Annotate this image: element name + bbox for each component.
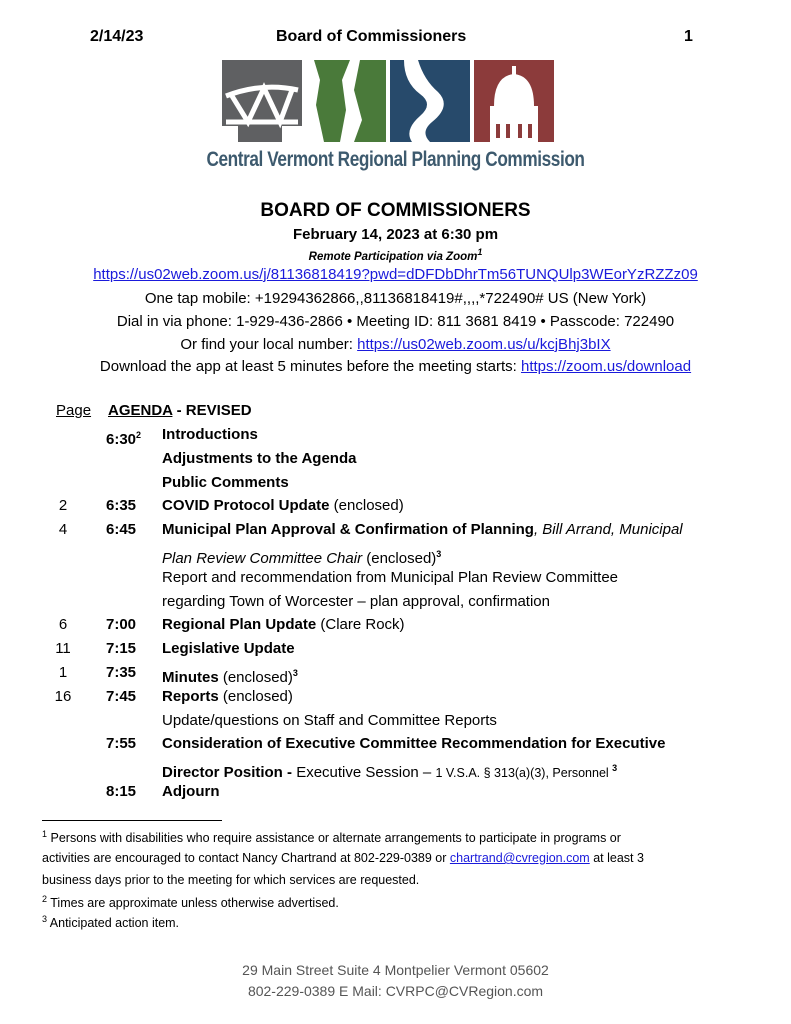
agenda-time — [106, 732, 154, 756]
agenda-item-title: COVID Protocol Update — [162, 497, 330, 515]
download-link[interactable]: https://zoom.us/download — [520, 358, 692, 375]
time-value: 7:35 — [106, 664, 137, 681]
remote-text: Remote Participation via Zoom — [308, 250, 478, 263]
agenda-row — [0, 542, 791, 566]
agenda-item-title: Regional Plan Update — [162, 616, 317, 634]
agenda-page: 2 — [58, 497, 68, 515]
footnote-1-line-1 — [42, 829, 621, 845]
agenda-row — [0, 447, 791, 471]
agenda-row — [0, 709, 791, 733]
agenda-row — [0, 613, 791, 637]
agenda-item-note: (enclosed) — [218, 669, 293, 686]
agenda-item-title: Director Position - — [162, 764, 297, 782]
footnote-ref: 1 — [477, 247, 483, 257]
agenda-row — [0, 590, 791, 614]
time-value: 7:55 — [106, 735, 137, 753]
agenda-header — [0, 399, 791, 423]
agenda-title: AGENDA — [108, 402, 173, 419]
email-link[interactable]: chartrand@cvregion.com — [449, 851, 590, 865]
agenda-row — [0, 423, 791, 447]
agenda-item-text — [162, 447, 356, 471]
agenda-row — [0, 566, 791, 590]
agenda-item-text — [162, 709, 497, 733]
agenda-row — [0, 685, 791, 709]
header-date: 2/14/23 — [90, 28, 144, 45]
time-value: 6:35 — [106, 497, 137, 515]
agenda-item-presenter: , Bill Arrand, Municipal — [533, 521, 683, 539]
time-value: 7:00 — [106, 616, 137, 634]
agenda-item-statute: 1 V.S.A. § 313(a)(3), Personnel — [435, 766, 613, 781]
time-value: 7:15 — [106, 640, 137, 658]
one-tap-mobile: One tap mobile: +19294362866,,81136818419#,,,,*722490# US (New York) — [144, 290, 647, 307]
agenda-item-text — [162, 780, 220, 804]
zoom-link-line — [0, 266, 791, 283]
agenda-item-note: (Clare Rock) — [316, 616, 405, 634]
footnote-ref: 2 — [136, 430, 142, 440]
agenda-item-note: Update/questions on Staff and Committee Reports — [162, 711, 497, 729]
agenda-row — [0, 732, 791, 756]
agenda-row — [0, 780, 791, 804]
agenda-page: 1 — [58, 664, 68, 681]
footnote-text: at least 3 — [589, 851, 644, 865]
local-number-link[interactable]: https://us02web.zoom.us/u/kcjBhj3bIX — [357, 336, 611, 353]
agenda-item-note: (enclosed) — [362, 550, 437, 567]
footnote-ref: 3 — [436, 549, 442, 559]
agenda-time — [106, 613, 154, 637]
agenda-page: 4 — [58, 521, 68, 539]
agenda-item-note: (enclosed) — [329, 497, 404, 515]
agenda-item-note: (enclosed) — [218, 687, 293, 705]
download-text: Download the app at least 5 minutes before the meeting starts: — [99, 358, 521, 375]
footnote-mark: 3 — [42, 914, 48, 924]
meeting-datetime: February 14, 2023 at 6:30 pm — [292, 226, 499, 243]
page-column-header: Page — [56, 402, 92, 419]
agenda-item-presenter: Plan Review Committee Chair — [162, 550, 363, 567]
agenda-row — [0, 756, 791, 780]
agenda-item-title: Municipal Plan Approval & Confirmation of Planning — [162, 521, 534, 539]
agenda-time — [106, 637, 154, 661]
download-line — [0, 358, 791, 375]
agenda-item-title: Public Comments — [162, 473, 289, 491]
agenda-item-title: Legislative Update — [162, 640, 295, 658]
agenda-time — [106, 780, 154, 804]
footnote-1-line-3: business days prior to the meeting for which services are requested. — [42, 873, 420, 887]
agenda-item-text — [162, 685, 293, 709]
vermont-map-icon — [306, 60, 386, 142]
agenda-item-title: Reports — [162, 687, 219, 705]
agenda-item-title: Consideration of Executive Committee Recommendation for Executive — [162, 735, 666, 753]
footnote-1-line-2 — [42, 851, 644, 865]
agenda-item-text — [162, 494, 404, 518]
agenda-time — [106, 685, 154, 709]
agenda-row — [0, 661, 791, 685]
footnote-text: Times are approximate unless otherwise advertised. — [47, 896, 339, 911]
capitol-dome-icon — [474, 60, 554, 142]
agenda-item-note: Report and recommendation from Municipal Plan Review Committee — [162, 568, 619, 586]
footnote-ref: 3 — [292, 668, 298, 678]
agenda-page: 6 — [58, 616, 68, 634]
time-value: 7:45 — [106, 687, 137, 705]
agenda-item-title: Minutes — [162, 669, 219, 686]
agenda-item-text — [162, 471, 289, 495]
footnote-text: Anticipated action item. — [47, 916, 180, 931]
agenda-time — [106, 494, 154, 518]
agenda-item-note: regarding Town of Worcester – plan approval, confirmation — [162, 592, 550, 610]
header-title: Board of Commissioners — [276, 28, 467, 45]
footnote-2 — [42, 894, 339, 910]
footer-address: 29 Main Street Suite 4 Montpelier Vermont 05602 — [242, 962, 549, 978]
footer-contact: 802-229-0389 E Mail: CVRPC@CVRegion.com — [247, 983, 544, 999]
dial-in: Dial in via phone: 1-929-436-2866 • Meeting ID: 811 3681 8419 • Passcode: 722490 — [116, 313, 675, 330]
agenda-item-text — [162, 590, 550, 614]
agenda-item-title: Introductions — [162, 426, 258, 443]
time-value: 6:30 — [106, 431, 137, 448]
zoom-meeting-link[interactable]: https://us02web.zoom.us/j/81136818419?pwd=dDFDbDhrTm56TUNQUlp3WEorYzRZZz09 — [93, 266, 698, 283]
footnote-text: Persons with disabilities who require assistance or alternate arrangements to participate in programs or — [47, 831, 621, 846]
agenda-item-title: Adjustments to the Agenda — [162, 449, 357, 467]
agenda-item-text — [162, 566, 618, 590]
agenda-item-text — [162, 732, 665, 756]
local-number-text: Or find your local number: — [180, 336, 358, 353]
agenda-row — [0, 518, 791, 542]
time-value: 6:45 — [106, 521, 137, 539]
agenda-title-suffix: - REVISED — [172, 402, 252, 419]
footnote-mark: 2 — [42, 894, 48, 904]
footnote-3 — [42, 914, 179, 930]
remote-participation — [0, 247, 791, 263]
time-value: 8:15 — [106, 783, 137, 800]
agenda-page: 11 — [55, 640, 71, 658]
river-icon — [390, 60, 470, 142]
agenda-item-text — [162, 423, 258, 447]
agenda-item-title: Adjourn — [162, 783, 220, 800]
agenda-item-note: Executive Session – — [296, 764, 436, 782]
agenda-item-text — [162, 613, 405, 637]
footnote-ref: 3 — [612, 763, 618, 774]
bridge-icon — [222, 60, 302, 142]
agenda-time — [106, 661, 154, 685]
agenda-row — [0, 471, 791, 495]
logo-text: Central Vermont Regional Planning Commission — [206, 148, 585, 171]
agenda-item-text — [162, 518, 683, 542]
header-page-number: 1 — [684, 28, 693, 45]
agenda-item-text — [162, 637, 295, 661]
local-number-line — [0, 336, 791, 353]
footnote-text: activities are encouraged to contact Nancy Chartrand at 802-229-0389 or — [42, 851, 450, 865]
agenda-row — [0, 637, 791, 661]
agenda-row — [0, 494, 791, 518]
agenda-page: 16 — [54, 687, 72, 705]
meeting-title: BOARD OF COMMISSIONERS — [260, 200, 531, 221]
footnote-mark: 1 — [42, 829, 48, 839]
agenda-time — [106, 518, 154, 542]
footnote-divider — [42, 820, 222, 821]
